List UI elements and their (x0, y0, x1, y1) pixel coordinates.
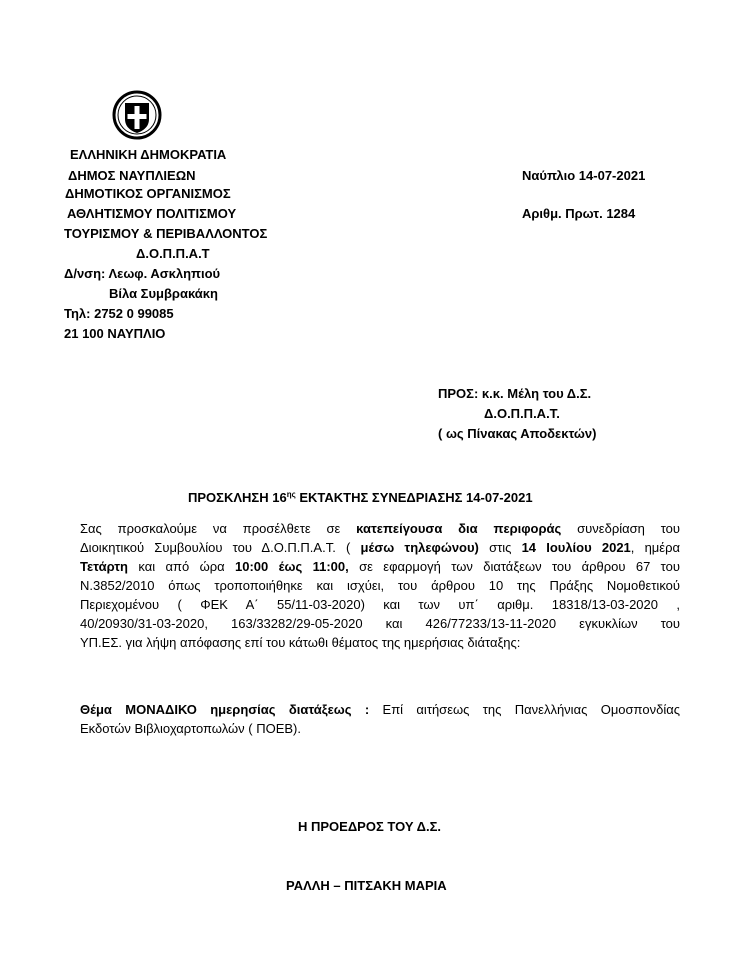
sender-line-6: Δ.Ο.Π.Π.Α.Τ (136, 246, 210, 261)
place-date: Ναύπλιο 14-07-2021 (522, 168, 646, 183)
sender-villa: Βίλα Συμβρακάκη (109, 286, 218, 301)
title-superscript: ης (286, 490, 296, 499)
subject-paragraph (80, 700, 680, 738)
sender-address: Δ/νση: Λεωφ. Ασκληπιού (64, 266, 221, 281)
title-suffix: ΕΚΤΑΚΤΗΣ ΣΥΝΕΔΡΙΑΣΗΣ 14-07-2021 (295, 490, 533, 505)
subject-text: Επί αιτήσεως της Πανελλήνιας Ομοσπονδίας (369, 702, 680, 717)
recipient-line-1: ΠΡΟΣ: κ.κ. Μέλη του Δ.Σ. (438, 386, 592, 401)
sender-line-4: ΑΘΛΗΤΙΣΜΟΥ ΠΟΛΙΤΙΣΜΟΥ (67, 206, 237, 221)
invitation-title (188, 487, 533, 506)
signature-role: Η ΠΡΟΕΔΡΟΣ ΤΟΥ Δ.Σ. (298, 819, 442, 834)
subject-text-2: Εκδοτών Βιβλιοχαρτοπωλών ( ΠΟΕΒ). (80, 721, 301, 736)
protocol-number: Αριθμ. Πρωτ. 1284 (522, 206, 636, 221)
title-prefix: ΠΡΟΣΚΛΗΣΗ 16 (188, 490, 287, 505)
sender-line-1: ΕΛΛΗΝΙΚΗ ΔΗΜΟΚΡΑΤΙΑ (70, 147, 227, 162)
sender-postcode: 21 100 ΝΑΥΠΛΙΟ (64, 326, 166, 341)
sender-line-5: ΤΟΥΡΙΣΜΟΥ & ΠΕΡΙΒΑΛΛΟΝΤΟΣ (64, 226, 268, 241)
sender-line-3: ΔΗΜΟΤΙΚΟΣ ΟΡΓΑΝΙΣΜΟΣ (65, 186, 231, 201)
body-paragraph: Σας προσκαλούμε να προσέλθετε σε κατεπείγουσα δια περιφοράς συνεδρίαση του Διοικητικού Συμβουλίου του Δ.Ο.Π.Π.Α.Τ. ( μέσω τηλεφώνου) στις 14 Ιουλίου 2021, ημέρα Τετάρτη και από ώρα 10:00 έως 11:00, σε εφαρμογή των διατάξεων του άρθρου 67 του Ν.3852/2010 όπως τροποποιήθηκε και ισχύει, του άρθρου 10 της Πράξης Νομοθετικού Περιεχομένου ( ΦΕΚ Α΄ 55/11-03-2020) και των υπ΄ αριθμ. 18318/13-03-2020 , 40/20930/31-03-2020, 163/33282/29-05-2020 και 426/77233/13-11-2020 εγκυκλίων του ΥΠ.ΕΣ. για λήψη απόφασης επί του κάτωθι θέματος της ημερήσιας διάταξης: (80, 521, 680, 650)
sender-line-2: ΔΗΜΟΣ ΝΑΥΠΛΙΕΩΝ (68, 168, 196, 183)
sender-phone: Τηλ: 2752 0 99085 (64, 306, 174, 321)
recipient-line-2: Δ.Ο.Π.Π.Α.Τ. (484, 406, 560, 421)
coat-of-arms-icon (112, 90, 162, 140)
subject-label: Θέμα ΜΟΝΑΔΙΚΟ ημερησίας διατάξεως : (80, 702, 370, 717)
recipient-line-3: ( ως Πίνακας Αποδεκτών) (438, 426, 597, 441)
signature-name: ΡΑΛΛΗ – ΠΙΤΣΑΚΗ ΜΑΡΙΑ (286, 878, 447, 893)
